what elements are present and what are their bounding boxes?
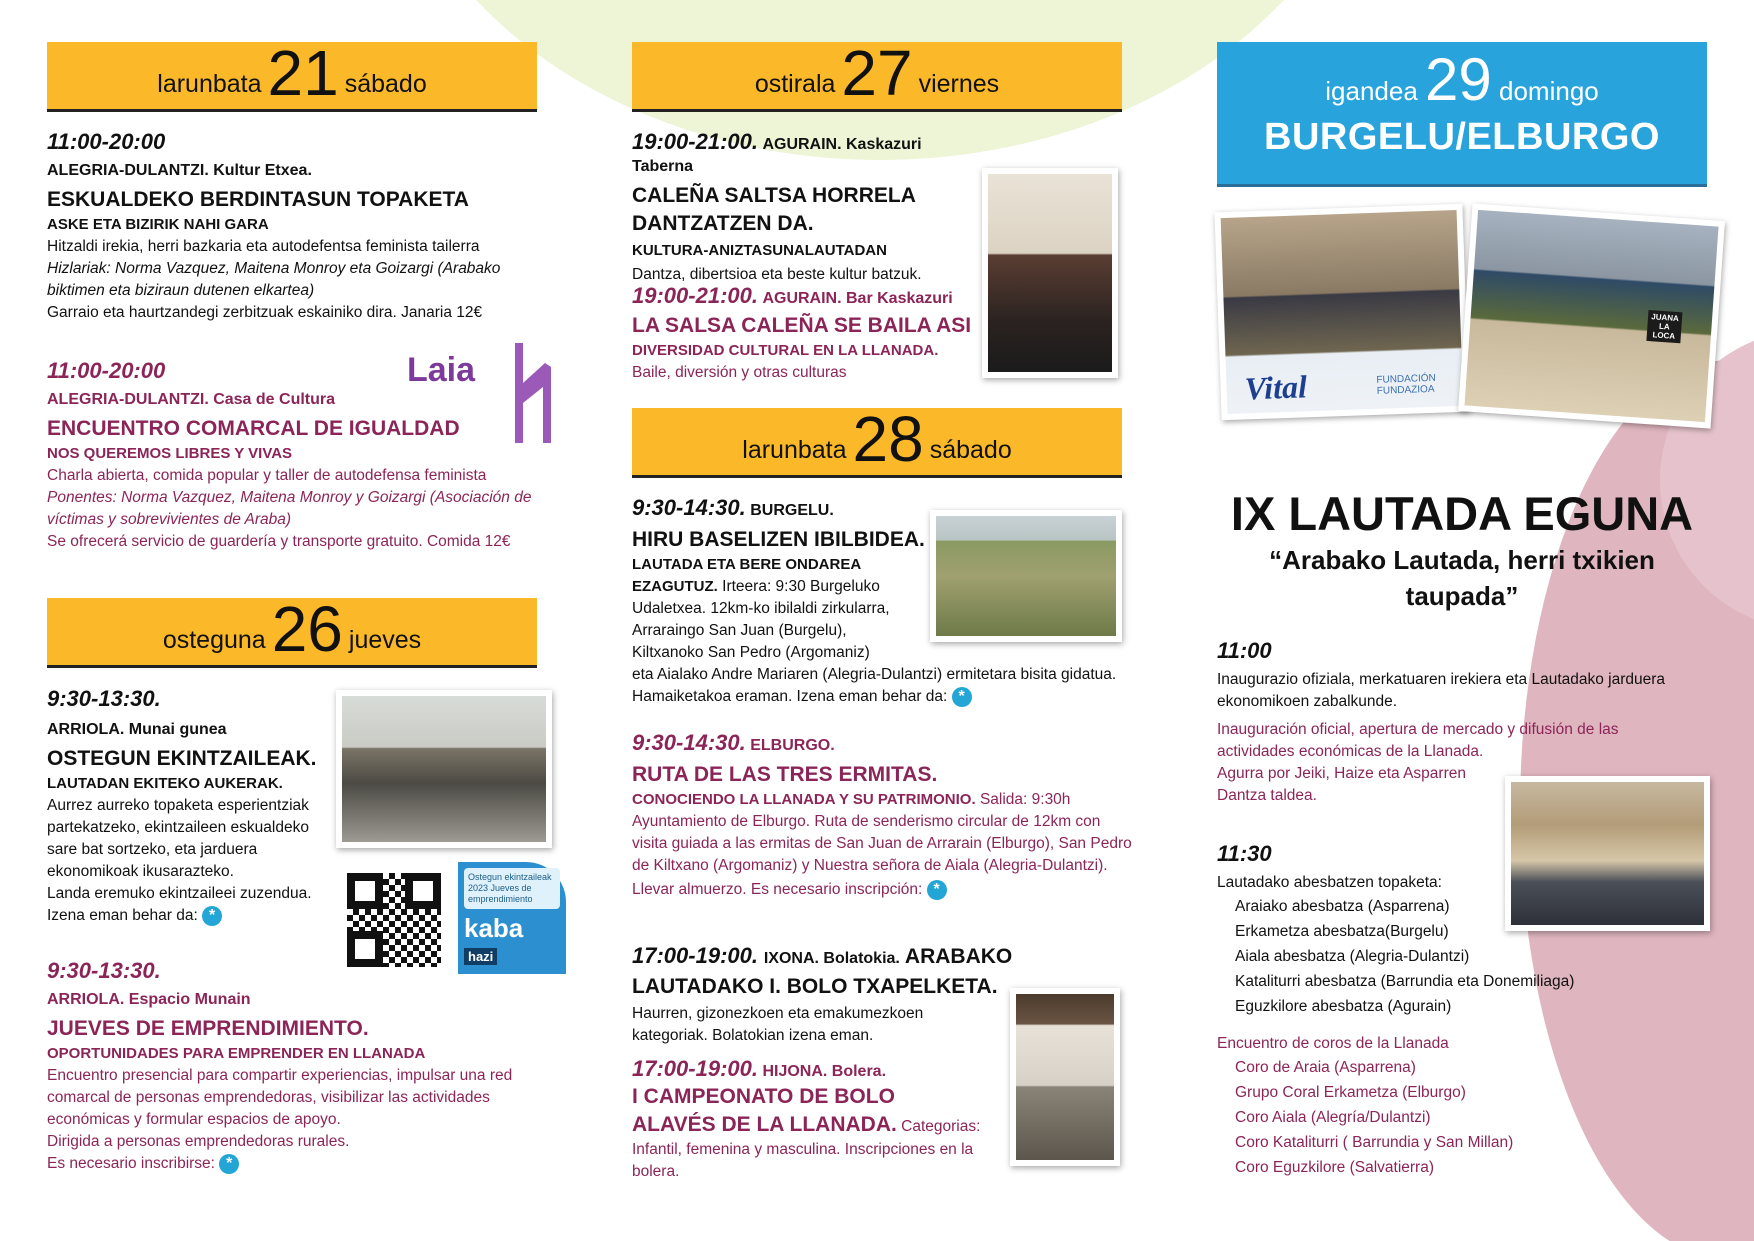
event-place: AGURAIN. Bar Kaskazuri: [762, 290, 953, 307]
event-title: ENCUENTRO COMARCAL DE IGUALDAD: [47, 417, 460, 440]
event-block-eu: [47, 685, 332, 927]
photo-bowling-alley: [1010, 988, 1120, 1166]
kaba-poster-text: Ostegun ekintzaileak 2023 Jueves de emprendimiento: [464, 868, 560, 909]
day-es: sábado: [929, 436, 1012, 464]
event-title: CALEÑA SALTSA HORRELA DANTZATZEN DA.: [632, 184, 916, 235]
event-speakers: Ponentes: Norma Vazquez, Maitena Monroy y Goizargi (Asociación de víctimas y sobrevivientes de Araba): [47, 489, 532, 528]
choir-item: Kataliturri abesbatza (Barrundia eta Donemiliaga): [1235, 973, 1575, 990]
day-eu: larunbata: [742, 436, 847, 464]
event-note: Se ofrecerá servicio de guardería y transporte gratuito. Comida 12€: [47, 533, 511, 550]
schedule-time: 11:30: [1217, 841, 1272, 866]
kaba-logo-text: kaba: [464, 913, 524, 943]
choir-list-es: [1217, 1055, 1707, 1180]
event-place: BURGELU.: [750, 502, 834, 519]
event-text: Salida: 9:30h Ayuntamiento de Elburgo. Ruta de senderismo circular de 12km con visita guiada a las ermitas de San Juan de Arrarain (Elburgo), San Pedro de Kiltxano (Argomaniz) y Nuestra señora de Aiala (Alegria-Dulantzi).: [632, 791, 1132, 874]
event-title: ESKUALDEKO BERDINTASUN TOPAKETA: [47, 188, 469, 211]
day-number: 28: [852, 403, 924, 475]
schedule-text-es: Inauguración oficial, apertura de mercado y difusión de las actividades económicas de la Llanada.: [1217, 721, 1619, 760]
event-time: 11:00-20:00: [47, 358, 166, 383]
event-block-eu: [632, 942, 1042, 1047]
day-eu: igandea: [1325, 76, 1418, 106]
event-subtitle: NOS QUEREMOS LIBRES Y VIVAS: [47, 445, 293, 462]
day-es: domingo: [1499, 76, 1599, 106]
event-note: Landa eremuko ekintzaileei zuzendua.: [47, 885, 312, 902]
event-register: Es necesario inscribirse:: [47, 1155, 215, 1172]
choir-item: Coro Kataliturri ( Barrundia y San Millan): [1235, 1134, 1514, 1151]
photo-dancers: [982, 168, 1118, 378]
schedule-dance-text: Agurra por Jeiki, Haize eta Asparren Dantza taldea.: [1217, 765, 1466, 804]
asterisk-icon: *: [927, 880, 947, 900]
choir-item: Araiako abesbatza (Asparrena): [1235, 898, 1450, 915]
laia-logo-text: Laia: [407, 351, 476, 389]
vital-banner-text: Vital: [1243, 368, 1308, 407]
event-time: 19:00-21:00.: [632, 129, 758, 154]
qr-code-icon: [347, 873, 441, 967]
day-header-29: [1217, 42, 1707, 187]
schedule-1130: [1217, 840, 1707, 1180]
event-text: Dantza, dibertsioa eta beste kultur batzuk.: [632, 266, 922, 283]
event-text: Irteera: 9:30 Burgeluko Udaletxea. 12km-ko ibilaldi zirkularra, Arraraingo San Juan (Burgelu), Kiltxanoko San Pedro (Argomaniz): [632, 578, 890, 661]
event-time: 11:00-20:00: [47, 129, 166, 154]
event-text: Haurren, gizonezkoen eta emakumezkoen kategoriak. Bolatokian izena eman.: [632, 1005, 924, 1044]
event-place: AGURAIN. Kaskazuri Taberna: [632, 136, 922, 175]
choir-item: Coro Eguzkilore (Salvatierra): [1235, 1159, 1434, 1176]
festival-title: IX LAUTADA EGUNA: [1230, 487, 1694, 540]
event-subtitle: KULTURA-ANIZTASUNALAUTADAN: [632, 242, 887, 259]
schedule-time: 11:00: [1217, 638, 1272, 663]
day-eu: osteguna: [162, 626, 266, 654]
event-text-2: eta Aialako Andre Mariaren (Alegria-Dulantzi) ermitetara bisita gidatua. Hamaiketakoa eraman. Izena eman behar da:: [632, 666, 1117, 705]
event-time: 17:00-19:00.: [632, 943, 758, 968]
choir-list-eu: [1217, 894, 1707, 1019]
asterisk-icon: *: [952, 687, 972, 707]
event-title: ARABAKO LAUTADAKO I. BOLO TXAPELKETA.: [632, 945, 1013, 998]
asterisk-icon: *: [202, 906, 222, 926]
event-title: HIRU BASELIZEN IBILBIDEA.: [632, 528, 925, 551]
photo-market-products: [1458, 203, 1725, 428]
event-place: ELBURGO.: [750, 737, 835, 754]
event-time: 9:30-13:30.: [47, 686, 161, 711]
event-block-eu: [47, 128, 537, 324]
festival-subtitle: “Arabako Lautada, herri txikien taupada”: [1269, 545, 1655, 611]
event-place: IXONA. Bolatokia.: [763, 950, 900, 967]
event-time: 19:00-21:00.: [632, 283, 758, 308]
event-title: OSTEGUN EKINTZAILEAK.: [47, 747, 317, 770]
event-text: Categorias: Infantil, femenina y masculina. Inscripciones en la bolera.: [632, 1118, 981, 1180]
event-title: RUTA DE LAS TRES ERMITAS.: [632, 763, 938, 786]
asterisk-icon: *: [219, 1154, 239, 1174]
festival-title-block: [1217, 486, 1707, 614]
event-time: 9:30-14:30.: [632, 730, 746, 755]
day-eu: larunbata: [157, 70, 262, 98]
day-header-28: [632, 403, 1122, 478]
location-title: BURGELU/ELBURGO: [1264, 116, 1660, 158]
hazi-logo: hazi: [464, 948, 497, 965]
event-text: Encuentro presencial para compartir experiencias, impulsar una red comarcal de personas emprendedoras, visibilizar las actividades económicas y formular espacios de apoyo.: [47, 1067, 513, 1128]
choir-title-es: Encuentro de coros de la Llanada: [1217, 1035, 1449, 1052]
event-note: Garraio eta haurtzandegi zerbitzuak eskainiko dira. Janaria 12€: [47, 304, 483, 321]
event-register: Izena eman behar da:: [47, 907, 198, 924]
choir-item: Eguzkilore abesbatza (Agurain): [1235, 998, 1452, 1015]
event-register: Llevar almuerzo. Es necesario inscripción:: [632, 881, 923, 898]
event-block-es: [47, 357, 547, 553]
event-speakers: Hizlariak: Norma Vazquez, Maitena Monroy eta Goizargi (Arabako biktimen eta biziraun dutenen elkartea): [47, 260, 501, 299]
day-header-21: [47, 37, 537, 112]
event-block-es: [632, 729, 1132, 901]
event-text: Hitzaldi irekia, herri bazkaria eta autodefentsa feminista tailerra: [47, 238, 480, 255]
day-header-26: [47, 593, 537, 668]
event-block-es: [47, 957, 547, 1175]
event-subtitle: CONOCIENDO LA LLANADA Y SU PATRIMONIO.: [632, 791, 976, 808]
day-es: jueves: [348, 626, 422, 654]
event-place: ARRIOLA. Munai gunea: [47, 721, 227, 738]
day-number: 29: [1425, 46, 1492, 113]
event-subtitle: ASKE ETA BIZIRIK NAHI GARA: [47, 216, 269, 233]
event-place: HIJONA. Bolera.: [762, 1063, 887, 1080]
day-eu: ostirala: [754, 70, 836, 98]
event-subtitle: OPORTUNIDADES PARA EMPRENDER EN LLANADA: [47, 1045, 426, 1062]
event-text: Baile, diversión y otras culturas: [632, 364, 847, 381]
event-block-es: [632, 1055, 982, 1183]
event-place: ARRIOLA. Espacio Munain: [47, 991, 251, 1008]
event-subtitle: LAUTADA ETA BERE ONDAREA EZAGUTUZ.: [632, 556, 861, 595]
choir-item: Aiala abesbatza (Alegria-Dulantzi): [1235, 948, 1470, 965]
event-place: ALEGRIA-DULANTZI. Kultur Etxea.: [47, 162, 312, 179]
event-subtitle: LAUTADAN EKITEKO AUKERAK.: [47, 775, 283, 792]
event-time: 9:30-13:30.: [47, 958, 161, 983]
fundacion-banner-text: FUNDACIÓN FUNDAZIOA: [1376, 372, 1437, 397]
event-title: I CAMPEONATO DE BOLO ALAVÉS DE LA LLANADA.: [632, 1085, 897, 1136]
event-time: 17:00-19:00.: [632, 1056, 758, 1081]
event-time: 9:30-14:30.: [632, 495, 746, 520]
choir-item: Coro de Araia (Asparrena): [1235, 1059, 1416, 1076]
event-title: LA SALSA CALEÑA SE BAILA ASI: [632, 314, 972, 337]
stall-sign: JUANA LA LOCA: [1646, 310, 1682, 343]
choir-item: Coro Aiala (Alegría/Dulantzi): [1235, 1109, 1431, 1126]
day-header-27: [632, 37, 1122, 112]
day-es: viernes: [918, 70, 1000, 98]
event-note: Dirigida a personas emprendedoras rurales.: [47, 1133, 350, 1150]
schedule-text-eu: Inaugurazio ofiziala, merkatuaren irekiera eta Lautadako jarduera ekonomikoen zabalkunde.: [1217, 671, 1666, 710]
event-block-eu: [632, 128, 982, 286]
day-number: 26: [271, 593, 343, 665]
choir-title-eu: Lautadako abesbatzen topaketa:: [1217, 874, 1442, 891]
choir-item: Grupo Coral Erkametza (Elburgo): [1235, 1084, 1466, 1101]
event-text: Charla abierta, comida popular y taller de autodefensa feminista: [47, 467, 487, 484]
photo-meeting: [336, 690, 552, 848]
day-number: 27: [841, 37, 913, 109]
event-subtitle: DIVERSIDAD CULTURAL EN LA LLANADA.: [632, 342, 939, 359]
event-block-es: [632, 282, 982, 384]
photo-hermitage: [930, 510, 1122, 642]
event-text: Aurrez aurreko topaketa esperientziak partekatzeko, ekintzaileen eskualdeko sare bat sortzeko, eta jarduera ekonomikoak ikusarazteko.: [47, 797, 309, 880]
day-es: sábado: [344, 70, 427, 98]
photo-market-stall: [1214, 204, 1469, 421]
event-place: ALEGRIA-DULANTZI. Casa de Cultura: [47, 391, 336, 408]
event-title: JUEVES DE EMPRENDIMIENTO.: [47, 1017, 369, 1040]
day-number: 21: [267, 37, 339, 109]
choir-item: Erkametza abesbatza(Burgelu): [1235, 923, 1449, 940]
